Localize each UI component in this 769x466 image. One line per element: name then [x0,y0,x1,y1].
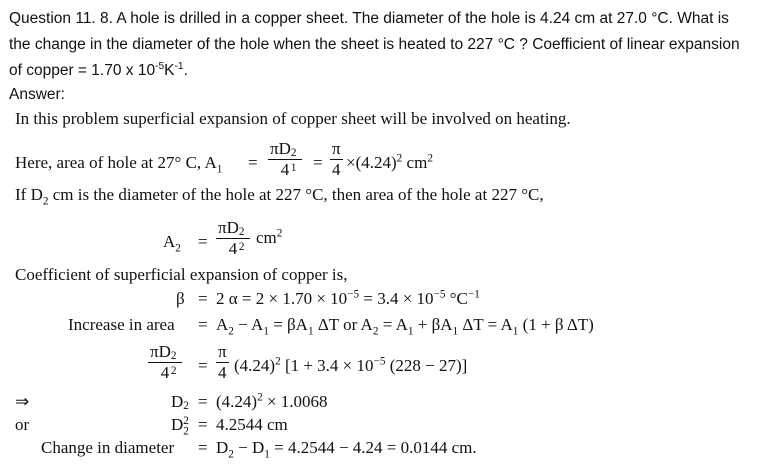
inc-p5-sub: 1 [407,325,414,338]
a2-unit-sup: 2 [276,227,283,240]
question-text-1: Question 11. 8. A hole is drilled in a copper sheet. The diameter of the hole is 4.24 cm at 27.0 °C. What is [9,10,729,27]
implies-rhs [216,391,328,413]
frac1-num: πD [270,139,291,158]
area-27-fraction-2 [330,139,343,180]
question-text-3a: of copper = 1.70 x 10 [9,62,156,79]
inc-p7-sub: 1 [512,325,519,338]
change-p3: = 4.2544 − 4.24 = 0.0144 cm. [269,438,477,457]
a2-lhs-text: A [163,232,176,251]
inc-p3-sub: 1 [307,325,314,338]
change-label: Change in diameter [41,438,175,457]
change-p2: − D [233,438,265,457]
beta-rhs-c-sup: −1 [467,288,480,301]
a2-unit-text: cm [256,228,277,247]
if-d2-line [15,184,544,206]
expand-pi-fraction [216,342,229,383]
question-text-3b: K [164,62,175,79]
inc-p5: = A [378,315,408,334]
increase-eq: = [198,315,208,334]
inc-p7: ΔT = A [458,315,513,334]
a2-num: πD [218,218,239,237]
a2-eq: = [198,232,208,251]
area-27-unit: cm [402,153,428,172]
expand-pi-num: π [218,342,227,361]
expand-num: πD [150,342,171,361]
expand-pi-den: 4 [218,363,227,382]
inc-p6-sub: 1 [452,325,459,338]
inc-p1: A [216,315,229,334]
question-line-3 [9,58,188,84]
change-rhs [216,437,477,459]
if-d2-sub: 2 [42,195,49,208]
answer-label: Answer: [9,86,65,103]
inc-p2-sub: 1 [263,325,269,338]
or-mark: or [15,415,30,434]
if-d2-pre: If D [15,185,43,204]
expand-num-sup: 2 [170,350,177,362]
area-27-fraction-1 [268,139,302,180]
expand-eq: = [198,356,208,375]
or-eq: = [198,415,208,434]
implies-eq: = [198,392,208,411]
change-p1: D [216,438,229,457]
area-27-tail-text: ×(4.24) [346,153,397,172]
beta-eq: = [198,289,208,308]
inc-p3: = βA [268,315,308,334]
frac1-num-sub: 1 [290,162,297,174]
implies-lhs-sub: 2 [183,415,189,427]
coef-line: Coefficient of superficial expansion of copper is, [15,265,348,284]
inc-p4: ΔT or A [313,315,373,334]
expand-rhs [234,355,467,377]
frac1-num-sup: 2 [290,147,297,159]
area-27-eq-2: = [313,153,323,172]
or-lhs-text: D [171,415,184,434]
implies-lhs-sup: 2 [183,400,189,412]
or-rhs: 4.2544 cm [216,415,288,434]
area-27-tail-sup: 2 [396,152,403,165]
expand-rhs-b-sup: −5 [373,355,386,368]
a2-unit [256,227,282,249]
frac1-den: 4 [280,160,290,179]
implies-lhs-text: D [171,392,184,411]
a2-lhs [163,231,181,253]
expand-rhs-c: (228 − 27)] [385,356,468,375]
inc-p6: + βA [413,315,453,334]
question-text-2: the change in the diameter of the hole when the sheet is heated to 227 °C ? Coefficient of linear expansion [9,36,740,53]
beta-rhs-b: = 3.4 × 10 [359,289,434,308]
a2-num-sub: 2 [238,241,245,253]
implies-mark: ⇒ [15,392,30,411]
implies-rhs-b: × 1.0068 [262,392,328,411]
question-exp-2: -1 [174,60,184,72]
beta-rhs [216,288,480,310]
or-lhs-sub: 2 [183,425,189,438]
question-line-1 [9,6,729,32]
beta-rhs-a: 2 α = 2 × 1.70 × 10 [216,289,348,308]
question-line-2 [9,32,740,58]
or-lhs [171,414,189,436]
a2-num-sup: 2 [238,226,245,238]
area-27-unit-sup: 2 [427,152,433,165]
implies-rhs-a-sup: 2 [257,391,263,404]
area-27-tail [346,152,433,174]
change-p2-sub: 1 [264,448,270,461]
inc-p8: (1 + β ΔT) [518,315,594,334]
inc-p1-sub: 2 [228,325,234,338]
implies-lhs [171,391,192,427]
beta-rhs-a-sup: −5 [347,288,360,301]
question-exp-1: -5 [155,60,165,72]
beta-rhs-c: °C [445,289,468,308]
increase-label: Increase in area [68,315,175,334]
change-p1-sub: 2 [228,448,234,461]
expand-rhs-a: (4.24) [234,356,276,375]
inc-p2: − A [233,315,264,334]
beta-lhs: β [176,289,185,308]
area-27-sub: 1 [216,163,223,176]
expand-fraction [148,342,182,383]
question-text-3c: . [183,62,188,79]
expand-den: 4 [160,363,170,382]
change-eq: = [198,438,208,457]
increase-rhs [216,314,594,336]
solution-intro: In this problem superficial expansion of copper sheet will be involved on heating. [15,109,571,128]
area-27-eq-1: = [248,153,258,172]
a2-fraction [216,218,250,259]
inc-p4-sub: 2 [372,325,379,338]
if-d2-post: cm is the diameter of the hole at 227 °C, then area of the hole at 227 °C, [48,185,544,204]
expand-rhs-a-sup: 2 [275,355,281,368]
implies-rhs-a: (4.24) [216,392,258,411]
a2-lhs-sub: 2 [175,242,181,255]
expand-rhs-b: [1 + 3.4 × 10 [280,356,374,375]
beta-rhs-b-sup: −5 [433,288,446,301]
frac2-num: π [332,139,341,158]
a2-den: 4 [228,239,238,258]
expand-num-sub: 2 [170,365,177,377]
area-27-lead [15,152,222,174]
area-27-text: Here, area of hole at 27° C, A [15,153,217,172]
frac2-den: 4 [332,160,341,179]
